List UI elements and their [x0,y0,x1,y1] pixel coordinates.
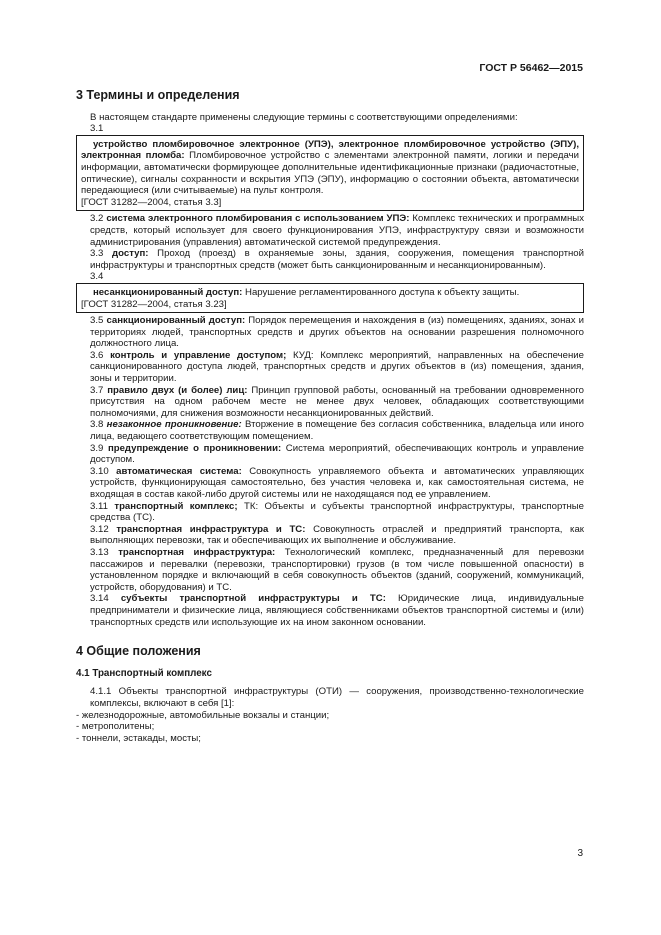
term-3-6: 3.6 контроль и управление доступом; КУД: Комплекс мероприятий, направленных на обеспечение санкционированного доступа людей, транспортных средств и других объектов в (из) помещения, здания, зоны и территории. [90,349,584,385]
term-3-3: 3.3 доступ: Проход (проезд) в охраняемые зоны, здания, сооружения, помещения транспортной инфраструктуры и транспортных средств (может быть санкционированным и несанкционированным). [90,248,584,271]
term-3-14: 3.14 субъекты транспортной инфраструктуры и ТС: Юридические лица, индивидуальные предприниматели и физические лица, являющиеся собственниками объектов транспортной системы и (или) транспортных средств или использующие их на ином законном основании. [90,593,584,628]
term-3-5: 3.5 санкционированный доступ: Порядок перемещения и нахождения в (из) помещениях, зданиях, зонах и территориях людей, транспортных средств и других объектов на основании разрешения полномочного должностного лица. [90,315,585,350]
term-3-1-text [81,139,579,197]
term-3-12: 3.12 транспортная инфраструктура и ТС: Совокупность отраслей и предприятий транспорта, как выполняющих перевозки, так и обеспечивающих их выполнение и обслуживание. [90,523,585,547]
term-3-4-box [76,283,584,313]
term-3-11: 3.11 транспортный комплекс; ТК: Объекты и субъекты транспортной инфраструктуры, транспортные средства (ТС). [90,500,585,524]
term-3-2: 3.2 система электронного пломбирования с использованием УПЭ: Комплекс технических и программных средств, который использует для своего функционирования УПЭ, инфраструктуру связи и возможности администрирования (управления) автоматической системой предупреждения. [90,213,584,248]
term-3-4-number: 3.4 [90,271,104,283]
term-3-10: 3.10 автоматическая система: Совокупность управляемого объекта и автоматических управляющих устройств, функционирующая самостоятельно, без участия человека и, как самостоятельная система, не входящая в состав какой-либо другой системы или не находящаяся под ее управлением. [90,465,584,500]
term-3-4-text [81,287,579,299]
document-id-header: ГОСТ Р 56462—2015 [479,62,583,74]
section-3-title: 3 Термины и определения [76,88,240,102]
subsection-4-1-title: 4.1 Транспортный комплекс [76,667,212,679]
term-3-1-term: устройство пломбировочное электронное (УПЭ), электронное пломбировочное устройство (ЭПУ), электронная пломба: [81,138,579,162]
term-3-13: 3.13 транспортная инфраструктура: Технологический комплекс, предназначенный для перевозки пассажиров и перевалки (перевозки, транспортировки) грузов (в том числе повышенной опасности) в установленном порядке и включающий в себя совокупность объектов (зданий, сооружений, коммуникаций, устройств, оборудования) и ТС. [90,546,584,593]
page-number: 3 [577,848,583,859]
term-3-7: 3.7 правило двух (и более) лиц: Принцип групповой работы, основанный на требовании одновременного присутствия на одном рабочем месте не менее двух человек, обладающих соответствующими полномочиями, для снижения возможности несанкционированных действий. [90,384,584,419]
term-3-4-definition: Нарушение регламентированного доступа к объекту защиты. [245,286,520,298]
list-item: - тоннели, эстакады, мосты; [76,732,201,744]
paragraph-4-1-1: 4.1.1 Объекты транспортной инфраструктуры (ОТИ) — сооружения, производственно-технологические комплексы, включают в себя [1]: [90,686,584,709]
section-4-title: 4 Общие положения [76,644,201,659]
term-3-8: 3.8 незаконное проникновение: Вторжение в помещение без согласия собственника, владельца или иного лица, ведающего соответствующим помещением. [90,419,585,443]
term-3-1-number: 3.1 [90,123,104,135]
list-item: - метрополитены; [76,721,155,733]
term-3-4-reference: [ГОСТ 31282—2004, статья 3.23] [81,298,227,310]
term-3-1-reference: [ГОСТ 31282—2004, статья 3.3] [81,196,222,208]
page-content [76,90,584,744]
list-item: - железнодорожные, автомобильные вокзалы и станции; [76,709,330,721]
term-3-9: 3.9 предупреждение о проникновении: Система мероприятий, обеспечивающих контроль и управление доступом. [90,442,585,466]
term-3-1-definition: Пломбировочное устройство с элементами электронной памяти, логики и передачи информации, автоматически формирующее дополнительные идентификационные признаки (радиочастотные, оптические), сигналы сохранности и вскрытия УПЭ (ЭПУ), информацию о состоянии объекта, автоматически передающиеся (или считываемые) на пульт контроля. [81,150,580,197]
term-3-1-box [76,135,584,212]
term-3-4-term: несанкционированный доступ: [93,286,243,298]
section-3-intro: В настоящем стандарте применены следующие термины с соответствующими определениями: [90,111,518,123]
